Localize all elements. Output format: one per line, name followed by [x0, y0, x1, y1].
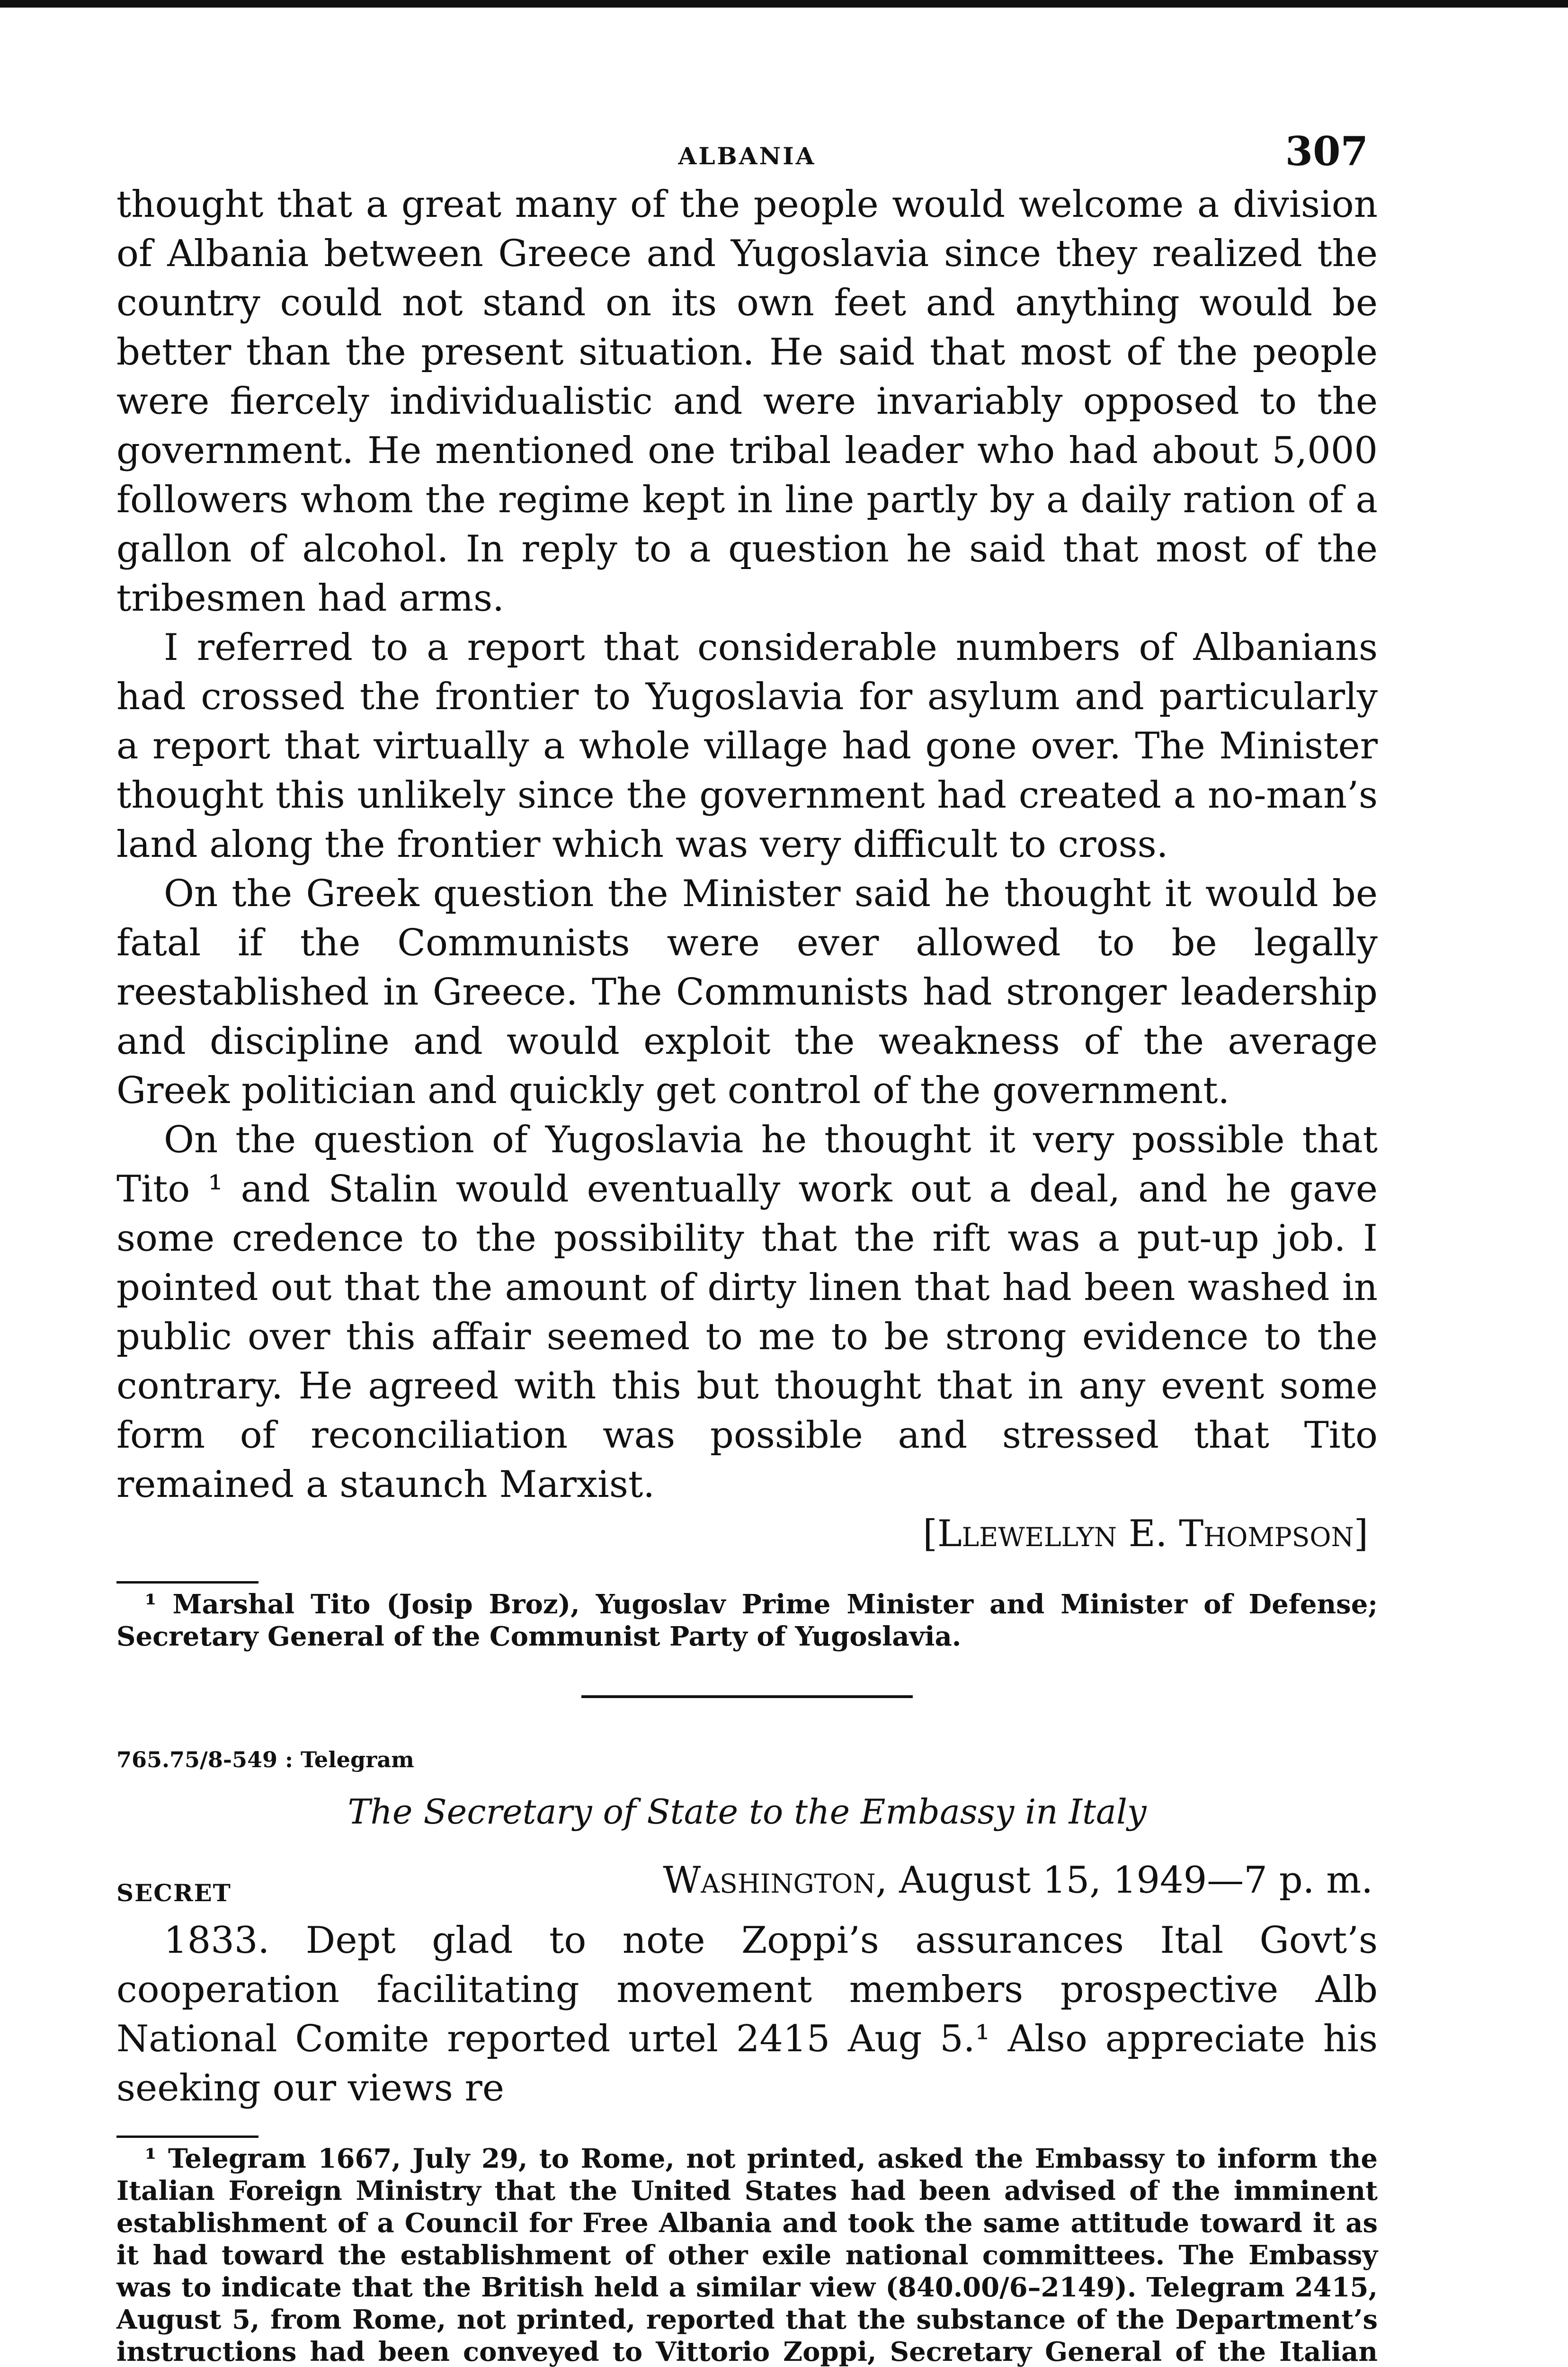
running-header — [116, 128, 1378, 180]
paragraph: On the Greek question the Minister said he thought it would be fatal if the Communists were ever allowed to be legally reestablished in Greece. The Communists had stronger leadership and discipline and would exploit the weakness of the average Greek politician and quickly get control of the government. — [116, 872, 1378, 1112]
body-text — [116, 180, 1378, 1509]
footnote-rule — [116, 1581, 258, 1584]
paragraph: 1833. Dept glad to note Zoppi’s assurances Ital Govt’s cooperation facilitating movement members prospective Alb National Comite reported urtel 2415 Aug 5.¹ Also appreciate his seeking our views re — [116, 1919, 1378, 2109]
document-title: The Secretary of State to the Embassy in Italy — [347, 1792, 1147, 1832]
paragraph: I referred to a report that considerable numbers of Albanians had crossed the frontier to Yugoslavia for asylum and particularly a report that virtually a whole village had gone over. The Minister thought this unlikely since the government had created a no-man’s land along the frontier which was very difficult to cross. — [116, 626, 1378, 866]
paragraph: thought that a great many of the people would welcome a division of Albania between Greece and Yugoslavia since they realized the country could not stand on its own feet and anything would be better than the present situation. He said that most of the people were fiercely individualistic and were invariably opposed to the government. He mentioned one tribal leader who had about 5,000 followers whom the regime kept in line partly by a daily ration of a gallon of alcohol. In reply to a question he said that most of the tribesmen had arms. — [116, 183, 1378, 620]
telegram-body — [116, 1916, 1378, 2113]
signature: [Llewellyn E. Thompson] — [923, 1513, 1368, 1555]
dateline-date: August 15, 1949—7 p. m. — [899, 1859, 1373, 1902]
document-page — [116, 128, 1378, 2367]
paragraph: On the question of Yugoslavia he thought it very possible that Tito ¹ and Stalin would eventually work out a deal, and he gave some credence to the possibility that the rift was a put-up job. I pointed out that the amount of dirty linen that had been washed in public over this affair seemed to me to be strong evidence to the contrary. He agreed with this but thought that in any event some form of reconciliation was possible and stressed that Tito remained a staunch Marxist. — [116, 1119, 1378, 1506]
footnote: ¹ Telegram 1667, July 29, to Rome, not printed, asked the Embassy to inform the Italian Foreign Ministry that the United States had been advised of the imminent establishment of a Council for Free Albania and took the same attitude toward it as it had toward the establishment of other exile national committees. The Embassy was to indicate that the British held a similar view (840.00/6–2149). Telegram 2415, August 5, from Rome, not printed, reported that the substance of the Department’s instructions had been conveyed to Vittorio Zoppi, Secretary General of the Italian — [116, 2143, 1378, 2367]
footnote-rule — [116, 2136, 258, 2138]
section-separator — [581, 1695, 913, 1698]
dateline-place: Washington, — [663, 1859, 888, 1902]
classification-label: SECRET — [116, 1879, 232, 1907]
document-reference: 765.75/8-549 : Telegram — [116, 1747, 414, 1772]
page-number: 307 — [1285, 128, 1368, 175]
footnote: ¹ Marshal Tito (Josip Broz), Yugoslav Prime Minister and Minister of Defense; Secretary General of the Communist Party of Yugoslavia. — [116, 1589, 1378, 1652]
running-title: ALBANIA — [678, 142, 816, 170]
top-border-rule — [0, 0, 1568, 8]
place-date — [663, 1859, 1373, 1902]
dateline — [116, 1854, 1378, 1916]
